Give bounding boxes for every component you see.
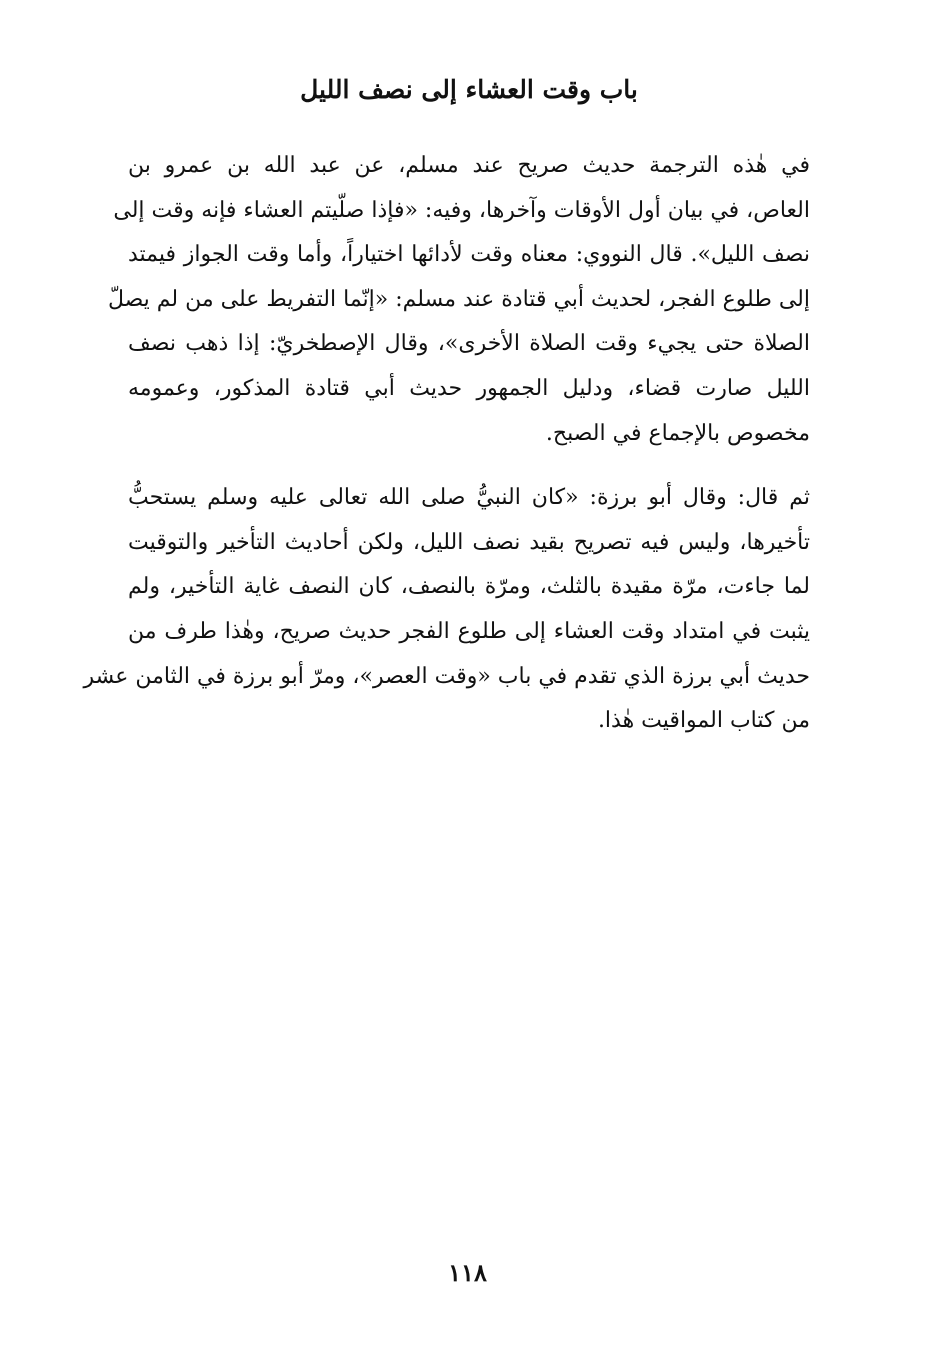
text-line: الليل صارت قضاء، ودليل الجمهور حديث أبي قتادة المذكور، وعمومه	[128, 375, 810, 401]
page-content	[83, 70, 810, 744]
paragraph-2	[83, 476, 810, 744]
chapter-title: باب وقت العشاء إلى نصف الليل	[300, 75, 638, 104]
text-line: ثم قال: وقال أبو برزة: «كان النبيُّ صلى الله تعالى عليه وسلم يستحبُّ	[128, 485, 810, 511]
text-line: في هٰذه الترجمة حديث صريح عند مسلم، عن عبد الله بن عمرو بن	[128, 153, 810, 178]
page-number: ١١٨	[448, 1258, 487, 1287]
text-line: لما جاءت، مرّة مقيدة بالثلث، ومرّة بالنصف، كان النصف غاية التأخير، ولم	[128, 574, 810, 600]
text-line: تأخيرها، وليس فيه تصريح بقيد نصف الليل، ولكن أحاديث التأخير والتوقيت	[128, 529, 810, 555]
text-line: إلى طلوع الفجر، لحديث أبي قتادة عند مسلم: «إنّما التفريط على من لم يصلّ	[107, 286, 810, 312]
text-line: العاص، في بيان أول الأوقات وآخرها، وفيه: «فإذا صلّيتم العشاء فإنه وقت إلى	[113, 197, 810, 223]
text-line: حديث أبي برزة الذي تقدم في باب «وقت العصر»، ومرّ أبو برزة في الثامن عشر	[83, 663, 810, 689]
text-line: يثبت في امتداد وقت العشاء إلى طلوع الفجر حديث صريح، وهٰذا طرف من	[128, 618, 810, 644]
text-line: من كتاب المواقيت هٰذا.	[597, 708, 810, 734]
text-line: نصف الليل». قال النووي: معناه وقت لأدائها اختياراً، وأما وقت الجواز فيمتد	[128, 242, 810, 268]
text-line: الصلاة حتى يجيء وقت الصلاة الأخرى»، وقال الإصطخريّ: إذا ذهب نصف	[128, 331, 810, 357]
paragraph-1	[107, 144, 810, 456]
text-line: مخصوص بالإجماع في الصبح.	[545, 420, 810, 446]
